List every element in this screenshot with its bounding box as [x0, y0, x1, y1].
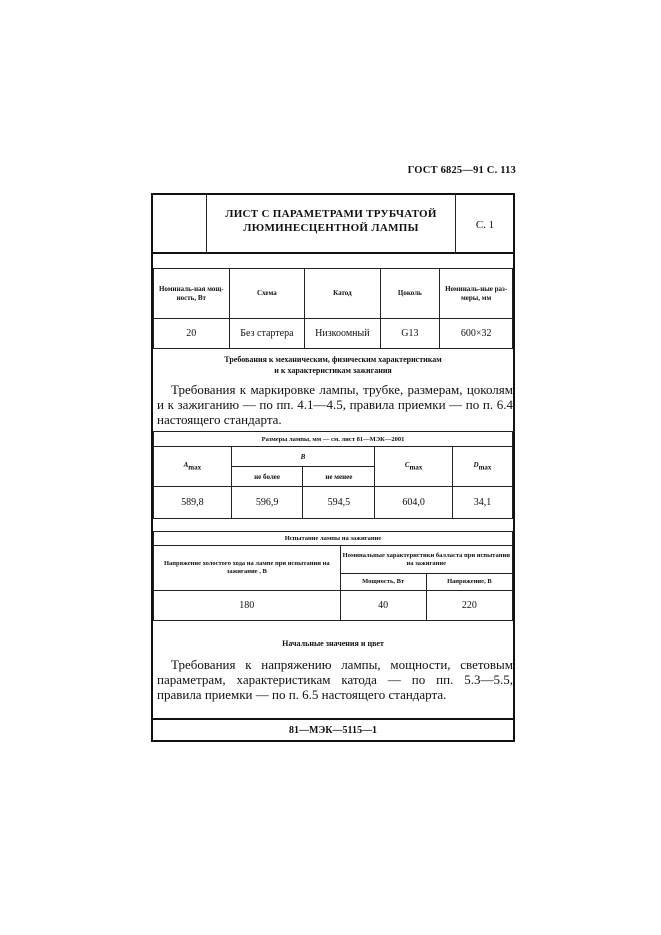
- sheet-title-line2: ЛЮМИНЕСЦЕНТНОЙ ЛАМПЫ: [243, 222, 419, 234]
- dims-value-b-min: 594,5: [303, 487, 375, 519]
- dims-value-a: 589,8: [154, 487, 232, 519]
- section2-heading: Начальные значения и цвет: [282, 639, 384, 648]
- dims-value-d: 34,1: [452, 487, 512, 519]
- ignition-value-row: [154, 591, 513, 621]
- lamp-table-header-row: [154, 269, 513, 319]
- ignition-header-ballast: Номинальные характеристики балласта при испытании на зажигание: [340, 546, 512, 574]
- header-scheme: Схема: [229, 269, 305, 319]
- ignition-caption: Испытание лампы на зажигание: [154, 532, 513, 546]
- a-subscript: max: [188, 463, 202, 472]
- lamp-dimensions-table: [153, 431, 513, 519]
- c-symbol: C: [404, 461, 410, 470]
- value-dimensions: 600×32: [440, 319, 513, 349]
- dims-header-row-1: [154, 447, 513, 467]
- ignition-header-ballast-voltage: Напряжение, В: [426, 574, 512, 591]
- dims-caption: Размеры лампы, мм — см. лист 81—МЭК—2001: [154, 432, 513, 447]
- ignition-value-voltage: 180: [154, 591, 341, 621]
- dims-header-b-min: не менее: [303, 467, 375, 487]
- header-dimensions: Номиналь-ные раз-меры, мм: [440, 269, 513, 319]
- sheet-number: С. 1: [475, 219, 495, 231]
- sheet-code: 81—МЭК—5115—1: [289, 725, 377, 736]
- header-power: Номиналь-ная мощ-ность, Вт: [154, 269, 230, 319]
- title-bottom-rule: [151, 252, 515, 254]
- ignition-header-row-1: [154, 546, 513, 574]
- ignition-header-voltage: Напряжение холостого хода на лампе при испытании на зажигание , В: [154, 546, 341, 591]
- footer-top-rule: [151, 718, 515, 720]
- ignition-value-power: 40: [340, 591, 426, 621]
- sheet-title-line1: ЛИСТ С ПАРАМЕТРАМИ ТРУБЧАТОЙ: [225, 208, 437, 220]
- dims-value-b-max: 596,9: [231, 487, 303, 519]
- dims-header-d: [452, 447, 512, 487]
- dims-caption-row: [154, 432, 513, 447]
- dims-value-c: 604,0: [375, 487, 453, 519]
- sheet-title: [207, 207, 455, 235]
- section2-text: Требования к напряжению лампы, мощности, световым параметрам, характеристикам катода — по пп. 5.3—5.5, правила приемки — по п. 6.5 настоящего стандарта.: [157, 657, 513, 702]
- dims-header-a: [154, 447, 232, 487]
- value-scheme: Без стартера: [229, 319, 305, 349]
- standard-reference: ГОСТ 6825—91 С. 113: [407, 165, 516, 176]
- d-symbol: D: [473, 461, 479, 470]
- lamp-parameters-table: [153, 268, 513, 349]
- ignition-header-power: Мощность, Вт: [340, 574, 426, 591]
- dims-header-b: B: [231, 447, 375, 467]
- dims-value-row: [154, 487, 513, 519]
- dims-header-b-max: не более: [231, 467, 303, 487]
- ignition-test-table: [153, 531, 513, 621]
- section1-heading-line2: и к характеристикам зажигания: [274, 366, 392, 375]
- section1-heading-line1: Требования к механическим, физическим характеристикам: [224, 355, 442, 364]
- section1-heading: [153, 354, 513, 376]
- section1-text: Требования к маркировке лампы, трубке, размерам, цоколям и к зажиганию — по пп. 4.1—4.5, правила приемки — по п. 6.4 настоящего стандарта.: [157, 382, 513, 427]
- a-symbol: A: [183, 461, 189, 470]
- ignition-caption-row: [154, 532, 513, 546]
- value-cap: G13: [380, 319, 440, 349]
- header-cap: Цоколь: [380, 269, 440, 319]
- value-cathode: Низкоомный: [305, 319, 380, 349]
- value-power: 20: [154, 319, 230, 349]
- header-cathode: Катод: [305, 269, 380, 319]
- ignition-value-ballast-voltage: 220: [426, 591, 512, 621]
- c-subscript: max: [409, 463, 423, 472]
- dims-header-c: [375, 447, 453, 487]
- frame-bottom-rule: [151, 740, 515, 742]
- d-subscript: max: [478, 463, 492, 472]
- lamp-table-value-row: [154, 319, 513, 349]
